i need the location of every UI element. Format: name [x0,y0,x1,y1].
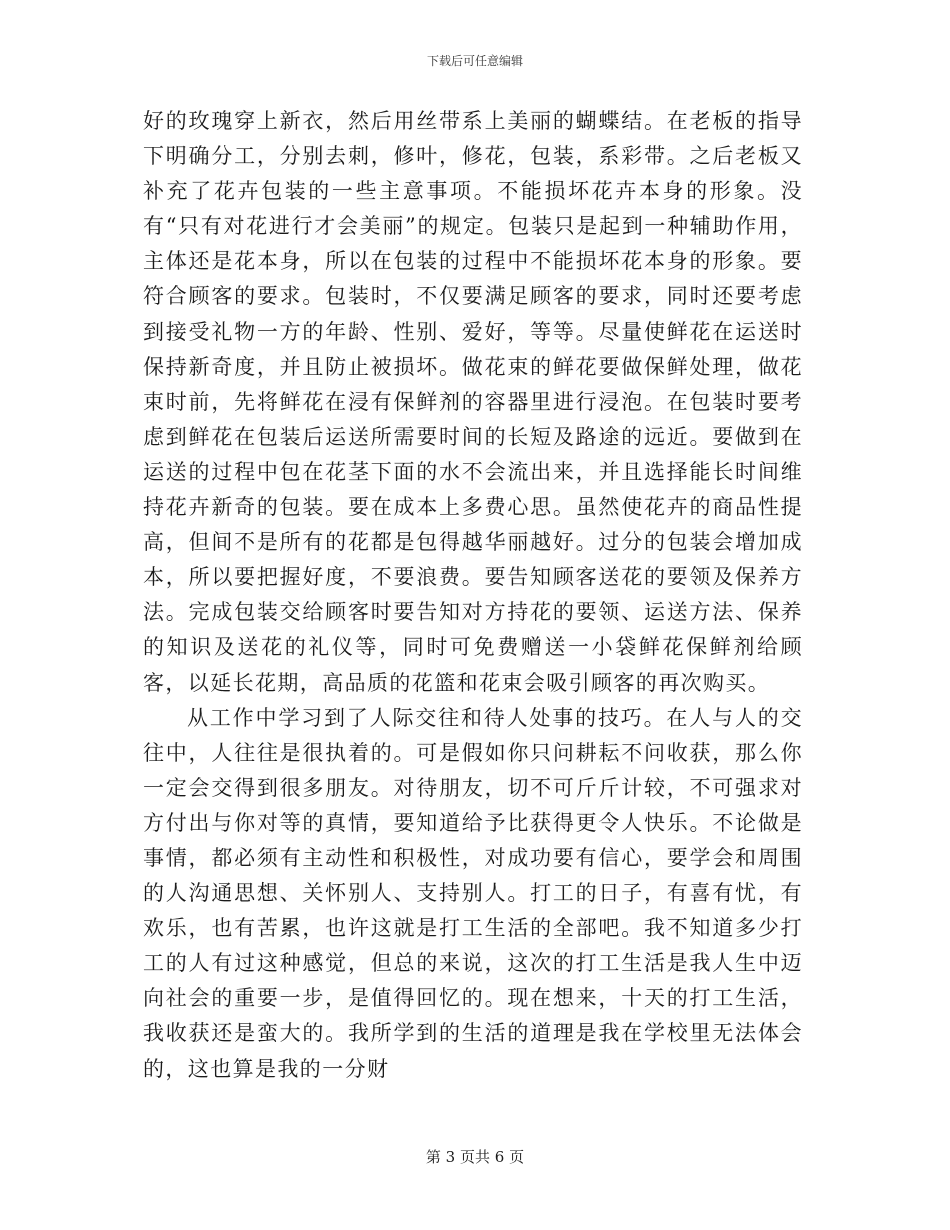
page-number: 第 3 页共 6 页 [425,1148,525,1166]
paragraph-1: 好的玫瑰穿上新衣，然后用丝带系上美丽的蝴蝶结。在老板的指导下明确分工，分别去刺，修叶，修花，包装，系彩带。之后老板又补充了花卉包装的一些主意事项。不能损坏花卉本身的形象。没有“只有对花进行才会美丽”的规定。包装只是起到一种辅助作用，主体还是花本身，所以在包装的过程中不能损坏花本身的形象。要符合顾客的要求。包装时，不仅要满足顾客的要求，同时还要考虑到接受礼物一方的年龄、性别、爱好，等等。尽量使鲜花在运送时保持新奇度，并且防止被损坏。做花束的鲜花要做保鲜处理，做花束时前，先将鲜花在浸有保鲜剂的容器里进行浸泡。在包装时要考虑到鲜花在包装后运送所需要时间的长短及路途的远近。要做到在运送的过程中包在花茎下面的水不会流出来，并且选择能长时间维持花卉新奇的包装。要在成本上多费心思。虽然使花卉的商品性提高，但间不是所有的花都是包得越华丽越好。过分的包装会增加成本，所以要把握好度，不要浪费。要告知顾客送花的要领及保养方法。完成包装交给顾客时要告知对方持花的要领、运送方法、保养的知识及送花的礼仪等，同时可免费赠送一小袋鲜花保鲜剂给顾客，以延长花期，高品质的花篮和花束会吸引顾客的再次购买。 [143,109,803,695]
document-body [143,104,803,1087]
page-header-note: 下载后可任意编辑 [426,54,523,68]
paragraph-2: 从工作中学习到了人际交往和待人处事的技巧。在人与人的交往中，人往往是很执着的。可是假如你只问耕耘不问收获，那么你一定会交得到很多朋友。对待朋友，切不可斤斤计较，不可强求对方付出与你对等的真情，要知道给予比获得更令人快乐。不论做是事情，都必须有主动性和积极性，对成功要有信心，要学会和周围的人沟通思想、关怀别人、支持别人。打工的日子，有喜有忧，有欢乐，也有苦累，也许这就是打工生活的全部吧。我不知道多少打工的人有过这种感觉，但总的来说，这次的打工生活是我人生中迈向社会的重要一步，是值得回忆的。现在想来，十天的打工生活，我收获还是蛮大的。我所学到的生活的道理是我在学校里无法体会的，这也算是我的一分财 [143,705,803,1081]
